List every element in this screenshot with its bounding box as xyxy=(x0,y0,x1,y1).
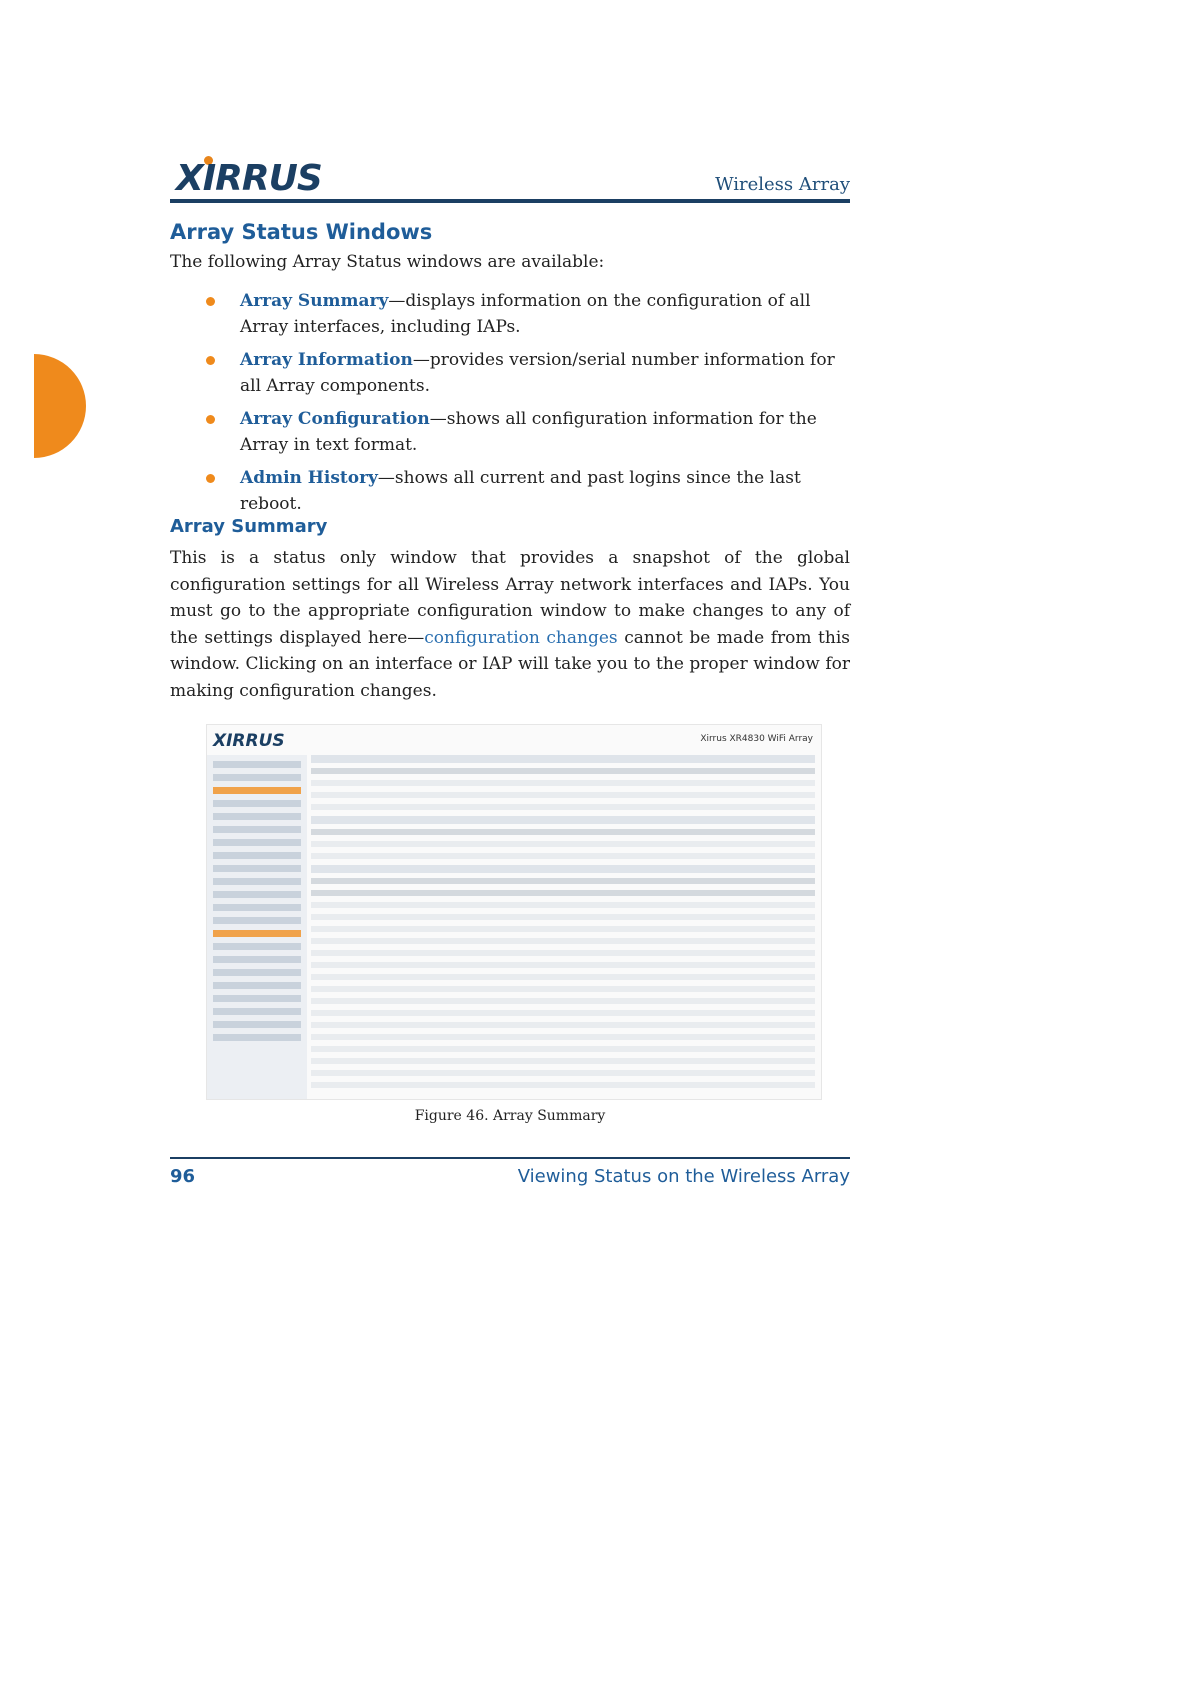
bullet-icon xyxy=(206,415,215,424)
page-number: 96 xyxy=(170,1166,196,1187)
list-item-text: —shows all current and past logins since the last reboot. xyxy=(240,468,801,514)
bullet-icon xyxy=(206,474,215,483)
footer-rule xyxy=(170,1157,850,1159)
list-item-text: —displays information on the configuration of all Array interfaces, including IAPs. xyxy=(240,291,811,337)
chapter-tab xyxy=(34,354,86,458)
array-configuration-link[interactable]: Array Configuration xyxy=(240,409,430,429)
figure-logo: XIRRUS xyxy=(213,731,285,751)
admin-history-link[interactable]: Admin History xyxy=(240,468,378,488)
subsection-title: Array Summary xyxy=(170,516,328,537)
figure-sidebar xyxy=(207,755,307,1099)
figure-summary-tables xyxy=(311,755,815,1095)
footer-chapter-title: Viewing Status on the Wireless Array xyxy=(517,1166,850,1187)
bullet-icon xyxy=(206,356,215,365)
array-summary-link[interactable]: Array Summary xyxy=(240,291,389,311)
section-intro: The following Array Status windows are available: xyxy=(170,252,605,272)
paragraph-text-end: cannot be made from this window. Clicking on an interface or IAP will take you to the proper window for making configuration changes. xyxy=(170,627,850,701)
array-information-link[interactable]: Array Information xyxy=(240,350,413,370)
paragraph-text: This is a status only window that provides a snapshot of the global configuration settings for all Wireless Array network interfaces and IAPs. You must go to the appropriate configuration window to make changes to any of the settings displayed here— xyxy=(170,548,850,648)
list-item xyxy=(200,347,850,399)
figure-caption: Figure 46. Array Summary xyxy=(414,1108,606,1124)
bullet-icon xyxy=(206,297,215,306)
list-item xyxy=(200,288,850,340)
list-item xyxy=(200,406,850,458)
figure-window-title: Xirrus XR4830 WiFi Array xyxy=(700,734,813,744)
subsection-paragraph xyxy=(170,545,850,704)
array-summary-screenshot xyxy=(206,724,822,1100)
brand-logo: XIRRUS xyxy=(176,158,322,199)
header-rule xyxy=(170,199,850,203)
section-title: Array Status Windows xyxy=(170,220,433,244)
list-item-text: —provides version/serial number information for all Array components. xyxy=(240,350,835,396)
list-item xyxy=(200,465,850,517)
list-item-text: —shows all configuration information for the Array in text format. xyxy=(240,409,817,455)
status-window-list xyxy=(200,288,850,524)
header-title: Wireless Array xyxy=(715,174,850,195)
configuration-changes-link[interactable]: configuration changes xyxy=(424,627,618,648)
